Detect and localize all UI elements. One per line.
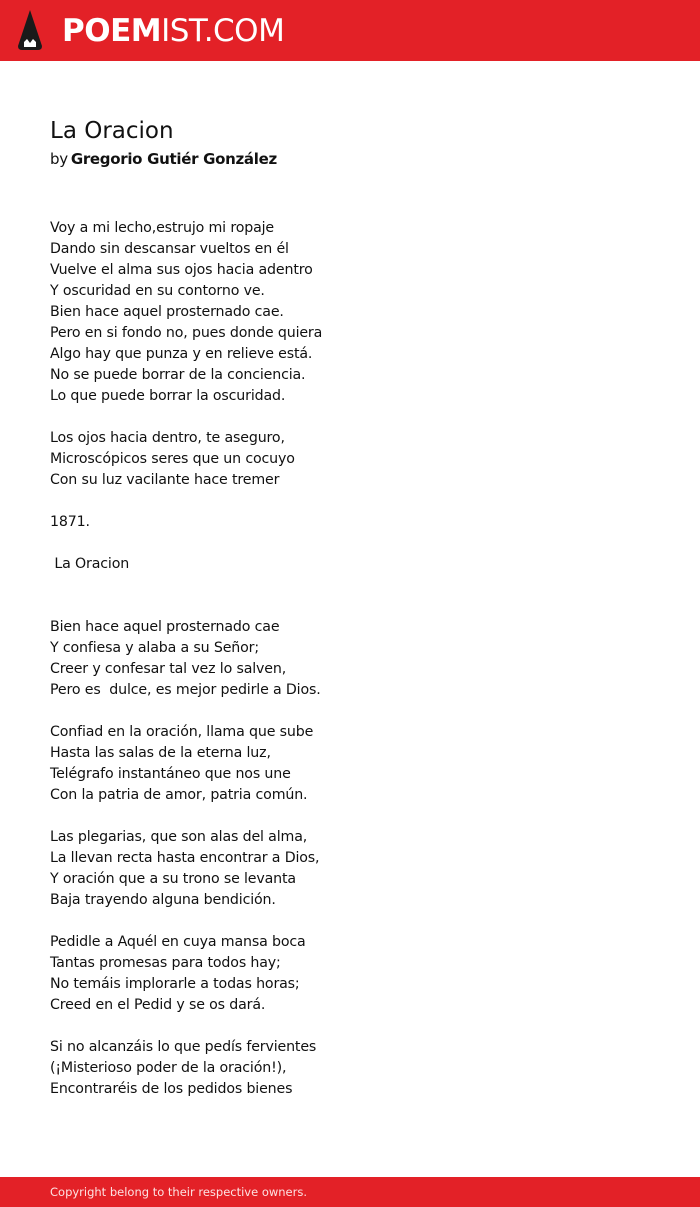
poem-line: Vuelve el alma sus ojos hacia adentro: [50, 262, 313, 278]
poem-line: Y oscuridad en su contorno ve.: [50, 283, 265, 299]
poem-line: Confiad en la oración, llama que sube: [50, 724, 314, 740]
poem-line: No temáis implorarle a todas horas;: [50, 976, 300, 992]
poem-line: Si no alcanzáis lo que pedís fervientes: [50, 1039, 317, 1055]
poem-line: Y oración que a su trono se levanta: [50, 871, 296, 887]
poem-line: Los ojos hacia dentro, te aseguro,: [50, 430, 285, 446]
poem-title: La Oracion: [50, 118, 174, 144]
poem-line: Voy a mi lecho,estrujo mi ropaje: [50, 220, 275, 236]
byline-prefix: by: [50, 150, 68, 168]
poem-line: Y confiesa y alaba a su Señor;: [50, 640, 259, 656]
site-logo[interactable]: [62, 11, 284, 51]
poem-line: [50, 491, 650, 512]
poem-line: Dando sin descansar vueltos en él: [50, 241, 289, 257]
poem-line: Telégrafo instantáneo que nos une: [50, 766, 291, 782]
poem-line: (¡Misterioso poder de la oración!),: [50, 1060, 287, 1076]
poem-line: La Oracion: [50, 556, 130, 572]
site-footer: [0, 1177, 700, 1207]
poem-line: Creer y confesar tal vez lo salven,: [50, 661, 287, 677]
poem-line: Bien hace aquel prosternado cae.: [50, 304, 284, 320]
poem-line: [50, 806, 650, 827]
site-header: [0, 0, 700, 61]
poem-line: Pedidle a Aquél en cuya mansa boca: [50, 934, 306, 950]
poem-line: Pero en si fondo no, pues donde quiera: [50, 325, 323, 341]
poem-line: [50, 911, 650, 932]
author-link[interactable]: Gregorio Gutiér González: [70, 150, 277, 168]
poem-line: Las plegarias, que son alas del alma,: [50, 829, 308, 845]
poem-line: La llevan recta hasta encontrar a Dios,: [50, 850, 320, 866]
poem-line: [50, 533, 650, 554]
poem-line: [50, 407, 650, 428]
poem-line: No se puede borrar de la conciencia.: [50, 367, 306, 383]
poem-line: Creed en el Pedid y se os dará.: [50, 997, 266, 1013]
poem-line: Bien hace aquel prosternado cae: [50, 619, 280, 635]
poem-line: Microscópicos seres que un cocuyo: [50, 451, 295, 467]
poem-line: Encontraréis de los pedidos bienes: [50, 1081, 293, 1097]
poem-line: Algo hay que punza y en relieve está.: [50, 346, 313, 362]
poem-line: [50, 1016, 650, 1037]
poem-line: [50, 596, 650, 617]
poem-line: [50, 575, 650, 596]
poem-byline: [50, 148, 277, 170]
poem-body: [50, 218, 650, 1100]
poem-line: Hasta las salas de la eterna luz,: [50, 745, 271, 761]
poem-line: Tantas promesas para todos hay;: [50, 955, 281, 971]
poem-line: Pero es dulce, es mejor pedirle a Dios.: [50, 682, 321, 698]
poem-line: Con la patria de amor, patria común.: [50, 787, 308, 803]
pencil-tip-icon[interactable]: [17, 9, 43, 51]
poem-line: [50, 701, 650, 722]
logo-bold-text: POEM: [62, 13, 162, 49]
poem-line: Baja trayendo alguna bendición.: [50, 892, 276, 908]
copyright-text: Copyright belong to their respective owners.: [50, 1185, 308, 1199]
poem-line: 1871.: [50, 514, 90, 530]
poem-line: Con su luz vacilante hace tremer: [50, 472, 280, 488]
poem-line: Lo que puede borrar la oscuridad.: [50, 388, 286, 404]
logo-light-text: IST.COM: [161, 13, 285, 49]
